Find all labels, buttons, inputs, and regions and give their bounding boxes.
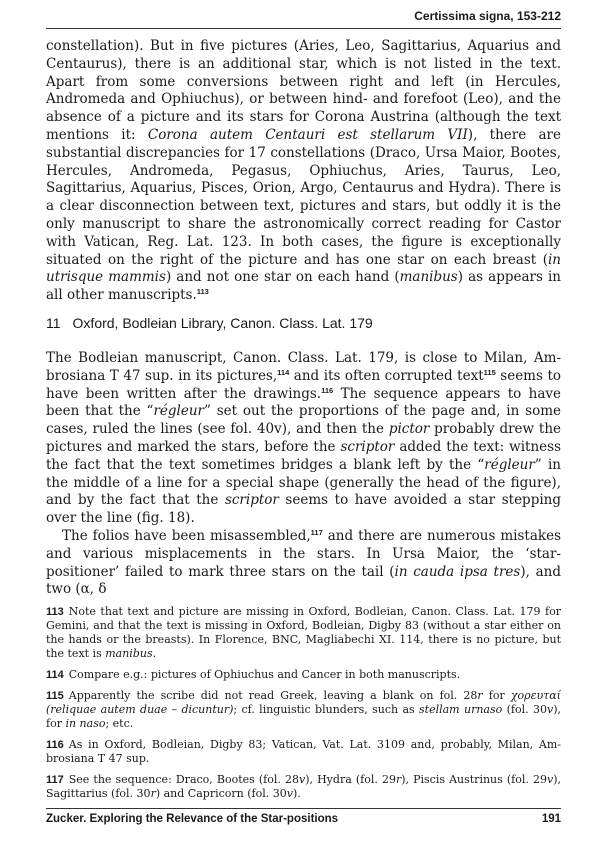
footnote-116: 116 As in Oxford, Bodleian, Digby 83; Vatican, Vat. Lat. 3109 and, probably, Milan, Ambrosiana T 47 sup. xyxy=(46,738,561,765)
header-rule xyxy=(46,28,561,29)
footnote-114: 114 Compare e.g.: pictures of Ophiuchus and Cancer in both manuscripts. xyxy=(46,668,461,681)
footnote-ref-115[interactable]: 115 xyxy=(483,367,496,377)
footer-rule xyxy=(46,808,561,809)
paragraph-continued xyxy=(46,38,561,305)
footnote-ref-116[interactable]: 116 xyxy=(321,385,334,395)
section-title: Oxford, Bodleian Library, Canon. Class. Lat. 179 xyxy=(72,315,373,331)
footnotes xyxy=(46,605,561,808)
paragraph-1: constellation). But in five pictures (Aries, Leo, Sagittarius, Aquarius and Centaurus), there is an additional star, which is not listed in the text. Apart from some conversions between right and left (in Hercules, Andromeda and Ophiuchus), or between hind- and forefoot (Leo), and the absence of a picture and its stars for Corona Austrina (although the text mentions it: Corona autem Centauri est stellarum VII), there are substantial discrepancies for 17 constellations (Draco, Ursa Maior, Bootes, Hercules, Andromeda, Pegasus, Ophiuchus, Aries, Taurus, Leo, Sagittarius, Aquarius, Pisces, Orion, Argo, Centaurus and Hydra). There is a clear disconnection between text, pictures and stars, but oddly it is the only manuscript to share the astronomically correct reading for Castor with Vatican, Reg. Lat. 123. In both cases, the figure is exceptionally situated on the right of the picture and has one star on each breast (in utrisque mammis) and not one star on each hand (manibus) as appears in all other manuscripts.$^{113}$ xyxy=(46,38,561,304)
section-number: 11 xyxy=(46,315,61,331)
page-number: 191 xyxy=(541,813,561,825)
footnote-115: 115 Apparently the scribe did not read Greek, leaving a blank on fol. 28r for χορευταί (reliquae autem duae – dicuntur); cf. linguistic blunders, such as stellam urnaso (fol. 30v), for in naso; etc. xyxy=(46,689,561,730)
paragraph-2: The Bodleian manuscript, Canon. Class. Lat. 179, is close to Milan, Ambrosiana T 47 sup. in its pictures,$^{114}$ and its often corrupted text$^{115}$ seems to have been written after the drawings.$^{116}$ The sequence appears to have been that the “régleur” set out the proportions of the page and, in some cases, ruled the lines (see fol. 40v), and then the pictor probably drew the pictures and marked the stars, before the scriptor added the text: witness the fact that the text sometimes bridges a blank left by the “régleur” in the middle of a line for a special shape (generally the head of the figure), and by the fact that the scriptor seems to have avoided a star stepping over the line (fig. 18). xyxy=(46,350,562,527)
footnote-ref-117[interactable]: 117 xyxy=(310,527,323,537)
running-head: Certissima signa, 153-212 xyxy=(414,9,561,23)
footnote-ref-114[interactable]: 114 xyxy=(277,367,290,377)
footer-title: Zucker. Exploring the Relevance of the Star-positions xyxy=(46,813,339,825)
paragraph-3: The folios have been misassembled,$^{117}$ and there are numerous mistakes and various misplacements in the stars. In Ursa Maior, the ‘star-positioner’ failed to mark three stars on the tail (in cauda ipsa tres), and two (α, δ xyxy=(46,527,562,598)
footnote-113: 113 Note that text and picture are missing in Oxford, Bodleian, Canon. Class. Lat. 179 for Gemini, and that the text is missing in Oxford, Bodleian, Digby 83 (without a star either on the hands or the breasts). In Florence, BNC, Magliabechi XI. 114, there is no picture, but the text is manibus. xyxy=(46,605,561,660)
footnote-ref-113[interactable]: 113 xyxy=(196,287,209,297)
footnote-117: 117 See the sequence: Draco, Bootes (fol. 28v), Hydra (fol. 29r), Piscis Austrinus (fol. 29v), Sagittarius (fol. 30r) and Capricorn (fol. 30v). xyxy=(46,773,561,800)
section-heading xyxy=(46,315,373,331)
section-body xyxy=(46,350,561,599)
